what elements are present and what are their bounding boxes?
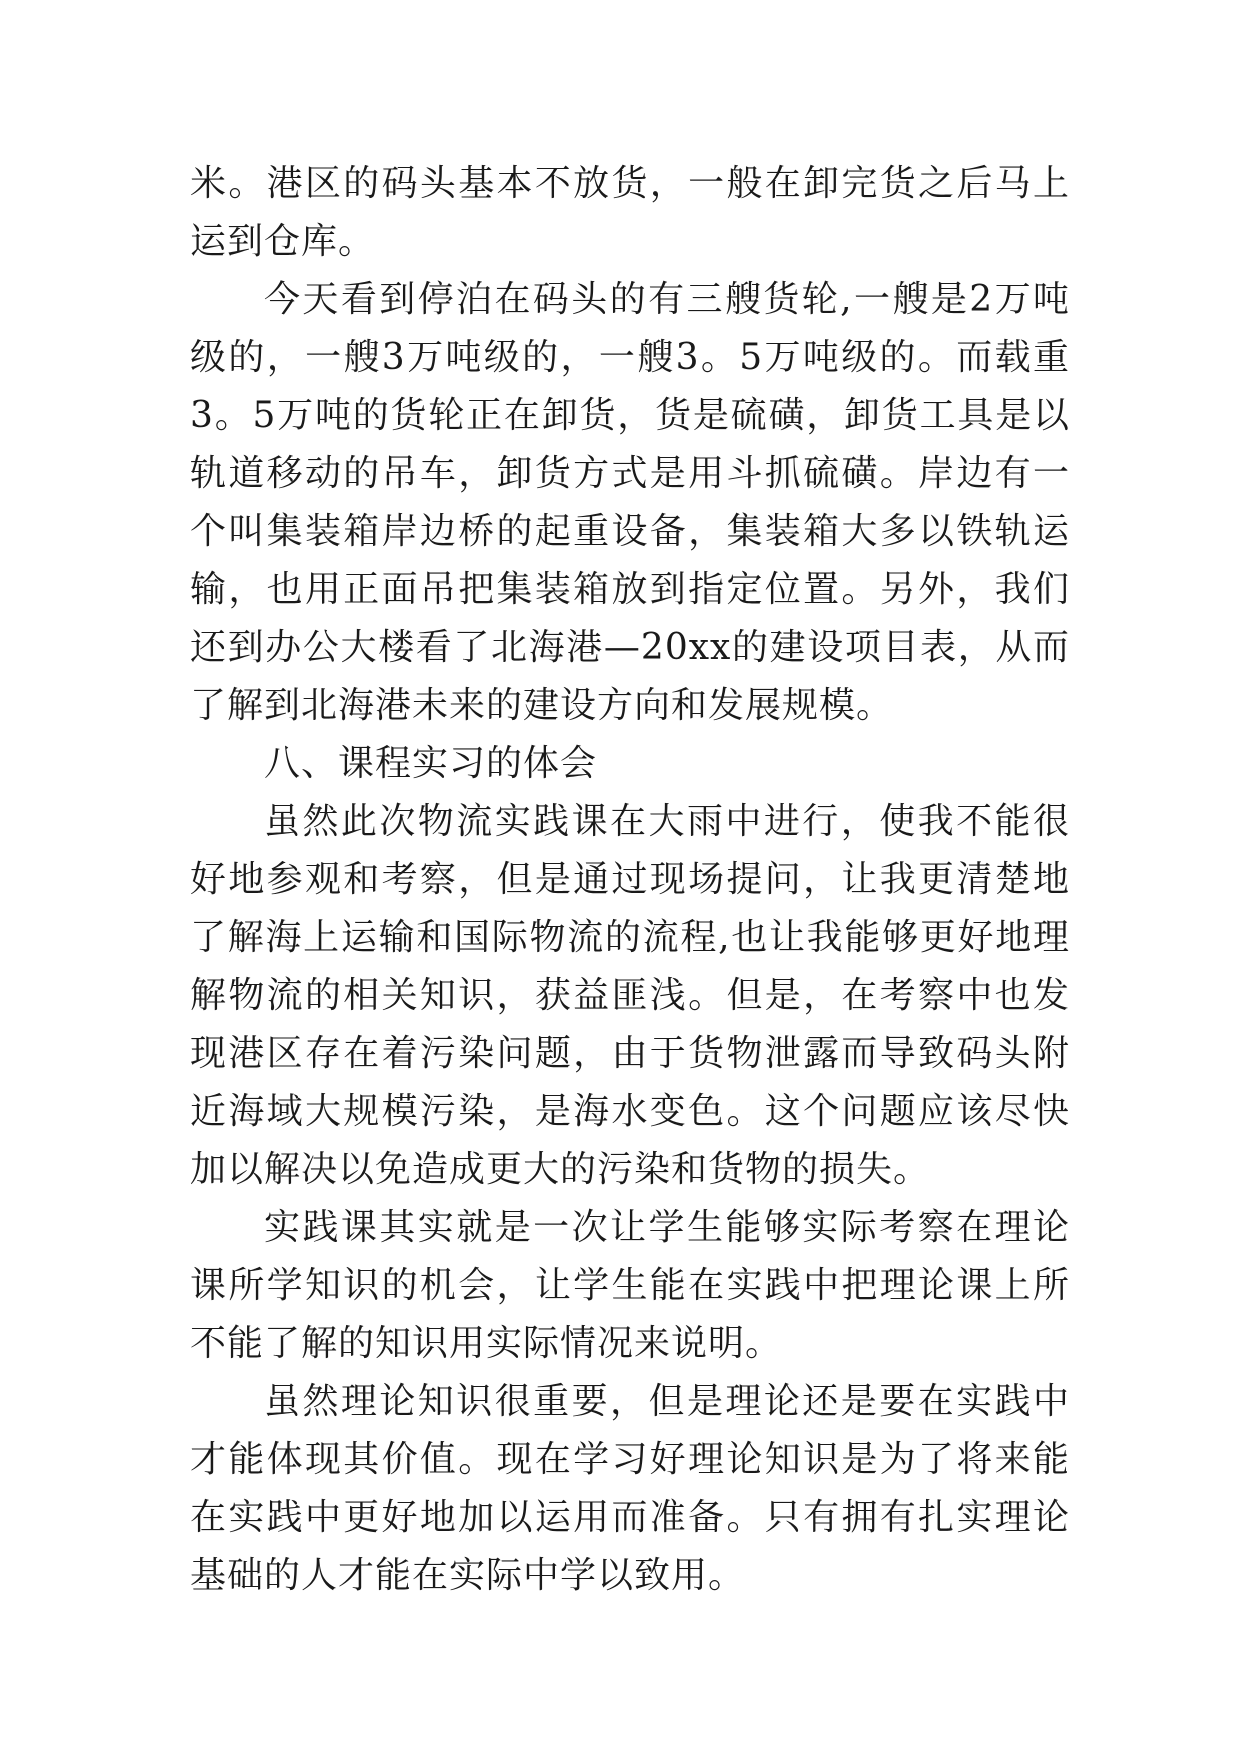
paragraph-theory: 虽然理论知识很重要，但是理论还是要在实践中才能体现其价值。现在学习好理论知识是为了将来能在实践中更好地加以运用而准备。只有拥有扎实理论基础的人才能在实际中学以致用。	[190, 1381, 1070, 1596]
paragraph-port-visit: 今天看到停泊在码头的有三艘货轮,一艘是2万吨级的，一艘3万吨级的，一艘3。5万吨级的。而载重3。5万吨的货轮正在卸货，货是硫磺，卸货工具是以轨道移动的吊车，卸货方式是用斗抓硫磺。岸边有一个叫集装箱岸边桥的起重设备，集装箱大多以铁轨运输，也用正面吊把集装箱放到指定位置。另外，我们还到办公大楼看了北海港—20xx的建设项目表，从而了解到北海港未来的建设方向和发展规模。	[190, 279, 1070, 726]
paragraph-reflection: 虽然此次物流实践课在大雨中进行，使我不能很好地参观和考察，但是通过现场提问，让我更清楚地了解海上运输和国际物流的流程,也让我能够更好地理解物流的相关知识，获益匪浅。但是，在考察中也发现港区存在着污染问题，由于货物泄露而导致码头附近海域大规模污染，是海水变色。这个问题应该尽快加以解决以免造成更大的污染和货物的损失。	[190, 801, 1070, 1190]
section-heading: 八、课程实习的体会	[264, 743, 598, 784]
paragraph-practice-course: 实践课其实就是一次让学生能够实际考察在理论课所学知识的机会，让学生能在实践中把理论课上所不能了解的知识用实际情况来说明。	[190, 1207, 1070, 1364]
paragraph-continuation: 米。港区的码头基本不放货，一般在卸完货之后马上运到仓库。	[190, 163, 1070, 262]
document-body	[190, 155, 1070, 1605]
